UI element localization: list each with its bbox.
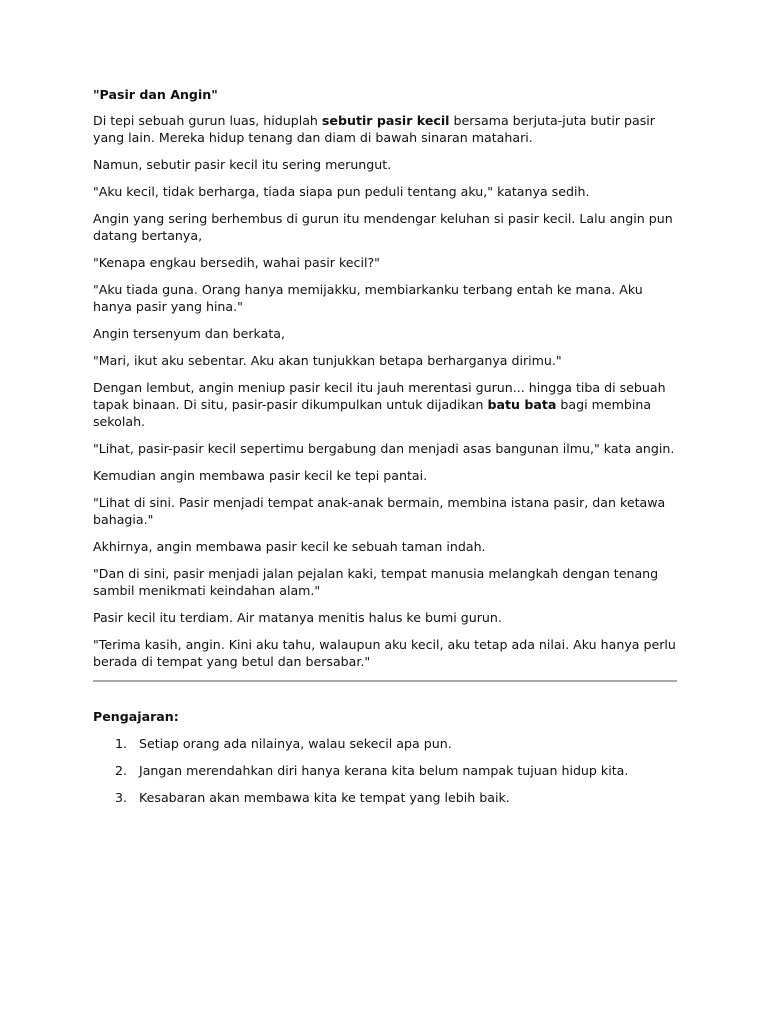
list-item-number: 1. <box>115 736 128 751</box>
list-item-number: 2. <box>115 763 128 778</box>
paragraph-6: "Aku tiada guna. Orang hanya memijakku, membiarkanku terbang entah ke mana. Aku hanya pasir yang hina." <box>93 282 643 314</box>
paragraph-1-text-b: bersama berjuta-juta butir pasir yang lain. Mereka hidup tenang dan diam di bawah sinaran matahari. <box>93 113 655 145</box>
lessons-list <box>93 735 677 806</box>
paragraph-11: Kemudian angin membawa pasir kecil ke tepi pantai. <box>93 468 428 483</box>
paragraph-8: "Mari, ikut aku sebentar. Aku akan tunjukkan betapa berharganya dirimu." <box>93 353 562 368</box>
list-item <box>93 735 677 752</box>
horizontal-divider <box>93 680 677 682</box>
document-page <box>93 86 677 816</box>
paragraph-7: Angin tersenyum dan berkata, <box>93 326 285 341</box>
story-title: "Pasir dan Angin" <box>93 87 218 102</box>
paragraph-15: Pasir kecil itu terdiam. Air matanya menitis halus ke bumi gurun. <box>93 610 502 625</box>
paragraph-10: "Lihat, pasir-pasir kecil sepertimu bergabung dan menjadi asas bangunan ilmu," kata angin. <box>93 441 675 456</box>
paragraph-4: Angin yang sering berhembus di gurun itu mendengar keluhan si pasir kecil. Lalu angin pun datang bertanya, <box>93 211 673 243</box>
paragraph-1-bold: sebutir pasir kecil <box>321 113 450 128</box>
paragraph-16: "Terima kasih, angin. Kini aku tahu, walaupun aku kecil, aku tetap ada nilai. Aku hanya perlu berada di tempat yang betul dan bersabar." <box>93 637 676 669</box>
paragraph-9-bold: batu bata <box>487 397 557 412</box>
paragraph-3: "Aku kecil, tidak berharga, tiada siapa pun peduli tentang aku," katanya sedih. <box>93 184 590 199</box>
list-item-text: Jangan merendahkan diri hanya kerana kita belum nampak tujuan hidup kita. <box>139 763 629 778</box>
list-item <box>93 789 677 806</box>
list-item-number: 3. <box>115 790 128 805</box>
paragraph-13: Akhirnya, angin membawa pasir kecil ke sebuah taman indah. <box>93 539 486 554</box>
lessons-heading: Pengajaran: <box>93 709 179 724</box>
paragraph-2: Namun, sebutir pasir kecil itu sering merungut. <box>93 157 392 172</box>
list-item-text: Kesabaran akan membawa kita ke tempat yang lebih baik. <box>139 790 510 805</box>
list-item <box>93 762 677 779</box>
paragraph-9-text-b: bagi membina sekolah. <box>93 397 652 429</box>
paragraph-9-text-a: Dengan lembut, angin meniup pasir kecil itu jauh merentasi gurun... hingga tiba di sebuah tapak binaan. Di situ, pasir-pasir dikumpulkan untuk dijadikan <box>93 380 666 412</box>
paragraph-9 <box>93 379 677 430</box>
paragraph-14: "Dan di sini, pasir menjadi jalan pejalan kaki, tempat manusia melangkah dengan tenang sambil menikmati keindahan alam." <box>93 566 659 598</box>
paragraph-12: "Lihat di sini. Pasir menjadi tempat anak-anak bermain, membina istana pasir, dan ketawa bahagia." <box>93 495 666 527</box>
paragraph-1-text-a: Di tepi sebuah gurun luas, hiduplah <box>93 113 322 128</box>
paragraph-5: "Kenapa engkau bersedih, wahai pasir kecil?" <box>93 255 380 270</box>
paragraph-1 <box>93 112 677 146</box>
list-item-text: Setiap orang ada nilainya, walau sekecil apa pun. <box>139 736 452 751</box>
